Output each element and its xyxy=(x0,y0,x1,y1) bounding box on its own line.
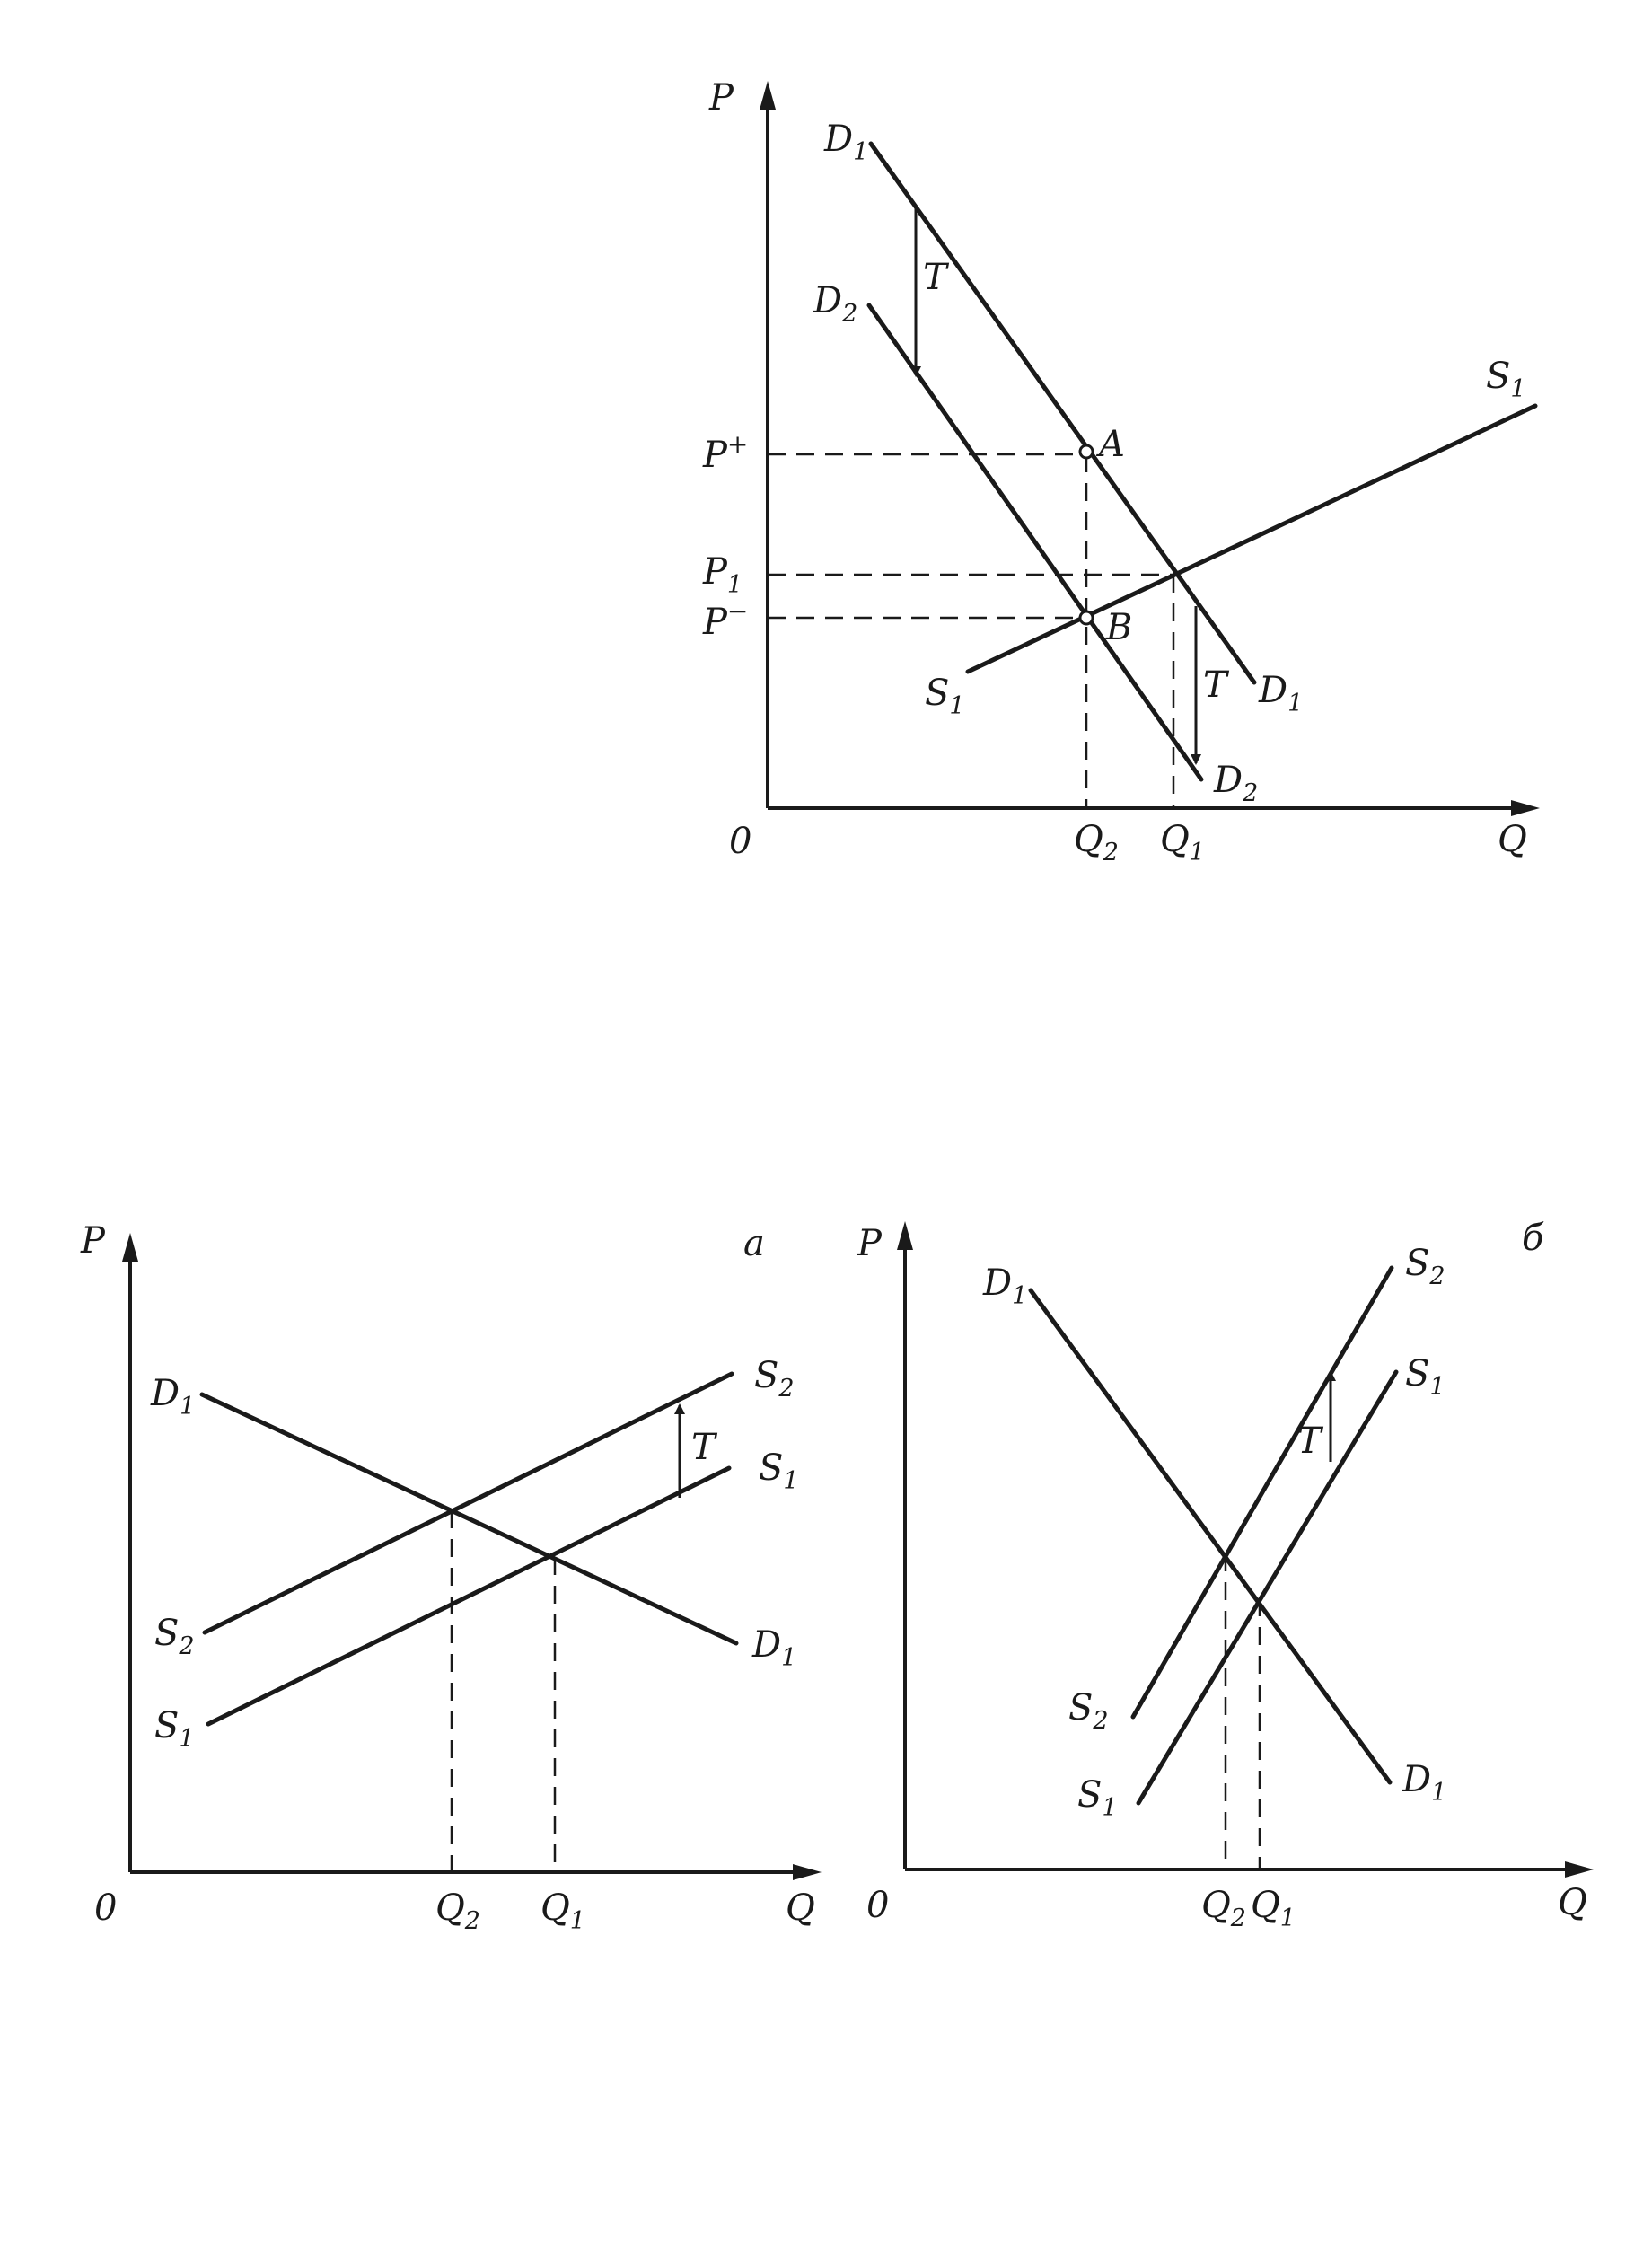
b-s2-upper-sub: 2 xyxy=(1429,1262,1446,1290)
b-supply-s2-line xyxy=(1133,1268,1392,1717)
top-price-p-minus-label xyxy=(702,596,748,643)
a-d1-upper-sub: 1 xyxy=(180,1393,196,1421)
a-x-axis-label: Q xyxy=(786,1887,815,1929)
top-y-axis-label: P xyxy=(709,77,734,119)
top-d2-lower-sub: 2 xyxy=(1243,779,1259,807)
top-q1-sub: 1 xyxy=(1189,839,1205,866)
top-s1-upper-sub: 1 xyxy=(1510,375,1526,403)
top-origin-label: 0 xyxy=(729,821,752,862)
a-d1-upper-label xyxy=(150,1373,195,1421)
a-q1-letter: Q xyxy=(540,1887,570,1929)
a-x-axis-arrow xyxy=(793,1864,822,1880)
top-d1-upper-label xyxy=(823,119,868,166)
top-tax-label-lower: T xyxy=(1203,664,1227,706)
b-d1-upper-sub: 1 xyxy=(1012,1282,1028,1310)
a-s1-upper-sub: 1 xyxy=(783,1467,799,1495)
b-s2-upper-label xyxy=(1405,1243,1446,1290)
top-s1-upper-label xyxy=(1486,356,1526,403)
b-q2-letter: Q xyxy=(1201,1885,1231,1926)
b-s2-lower-label xyxy=(1068,1687,1109,1735)
a-y-axis-label: P xyxy=(81,1220,105,1262)
b-y-axis-label: P xyxy=(857,1223,882,1264)
a-d1-upper-letter: D xyxy=(151,1373,180,1414)
b-s1-lower-sub: 1 xyxy=(1102,1794,1118,1822)
a-q2-label xyxy=(435,1887,480,1935)
top-price-p1-label xyxy=(702,551,743,599)
a-y-axis-arrow xyxy=(122,1233,138,1262)
b-tax-label: T xyxy=(1297,1421,1322,1462)
top-point-b-marker xyxy=(1080,611,1093,624)
top-p-minus-letter: P xyxy=(703,602,727,643)
b-s1-lower-letter: S xyxy=(1077,1774,1103,1816)
top-supply-s1-line xyxy=(968,406,1535,672)
top-d2-upper-label xyxy=(813,280,857,328)
b-x-axis-arrow xyxy=(1565,1861,1594,1878)
top-q1-label xyxy=(1160,819,1205,866)
a-s1-upper-label xyxy=(759,1447,799,1495)
top-d1-lower-label xyxy=(1258,670,1303,717)
top-d2-lower-label xyxy=(1213,760,1258,807)
top-price-p-plus-label xyxy=(702,429,748,476)
b-s2-lower-sub: 2 xyxy=(1093,1707,1109,1735)
a-s1-lower-label xyxy=(154,1705,195,1753)
a-s2-upper-sub: 2 xyxy=(778,1375,795,1403)
top-point-a-label: A xyxy=(1099,424,1125,465)
top-q1-letter: Q xyxy=(1160,819,1190,860)
top-d2-upper-letter: D xyxy=(813,280,843,321)
a-q2-letter: Q xyxy=(435,1887,465,1929)
a-s2-lower-sub: 2 xyxy=(179,1632,195,1660)
a-s2-lower-label xyxy=(154,1613,195,1660)
a-d1-lower-label xyxy=(751,1624,796,1672)
top-x-axis-label: Q xyxy=(1498,819,1527,860)
b-q2-sub: 2 xyxy=(1230,1905,1246,1932)
b-panel-tag: б xyxy=(1522,1218,1544,1259)
top-d2-upper-sub: 2 xyxy=(842,300,858,328)
top-d1-upper-letter: D xyxy=(824,119,854,160)
b-d1-upper-letter: D xyxy=(983,1262,1013,1304)
top-d2-lower-letter: D xyxy=(1214,760,1243,801)
top-p-plus-sign: + xyxy=(726,429,749,459)
a-s1-lower-sub: 1 xyxy=(179,1725,195,1753)
b-d1-upper-label xyxy=(982,1262,1027,1310)
a-q1-label xyxy=(540,1887,585,1935)
a-origin-label: 0 xyxy=(94,1887,118,1929)
b-s1-upper-label xyxy=(1405,1353,1446,1401)
b-s1-lower-label xyxy=(1077,1774,1118,1822)
top-demand-d1-line xyxy=(871,144,1254,682)
b-s2-upper-letter: S xyxy=(1405,1243,1430,1284)
top-d1-upper-sub: 1 xyxy=(853,138,869,166)
b-s1-upper-sub: 1 xyxy=(1429,1373,1446,1401)
a-tax-label: T xyxy=(691,1427,716,1468)
a-supply-s1-line xyxy=(208,1468,729,1724)
b-d1-lower-sub: 1 xyxy=(1431,1779,1447,1807)
b-d1-lower-label xyxy=(1402,1759,1446,1807)
a-demand-d1-line xyxy=(202,1394,736,1643)
a-s1-lower-letter: S xyxy=(154,1705,180,1746)
top-diagram xyxy=(702,77,1540,866)
top-tax-label-upper: T xyxy=(923,257,947,298)
panel-b-diagram xyxy=(857,1218,1594,1932)
top-y-axis-arrow xyxy=(760,81,776,110)
top-s1-lower-sub: 1 xyxy=(949,692,965,720)
b-y-axis-arrow xyxy=(897,1221,913,1250)
b-s2-lower-letter: S xyxy=(1068,1687,1094,1729)
b-s1-upper-letter: S xyxy=(1405,1353,1430,1394)
b-q1-letter: Q xyxy=(1251,1885,1280,1926)
a-s2-lower-letter: S xyxy=(154,1613,180,1654)
top-q2-label xyxy=(1074,819,1119,866)
top-s1-lower-label xyxy=(925,673,965,720)
top-s1-lower-letter: S xyxy=(925,673,950,714)
top-s1-upper-letter: S xyxy=(1486,356,1511,397)
a-panel-tag: а xyxy=(743,1223,765,1264)
a-supply-s2-line xyxy=(205,1374,732,1632)
a-s2-upper-letter: S xyxy=(754,1355,779,1396)
b-x-axis-label: Q xyxy=(1558,1882,1587,1923)
top-x-axis-arrow xyxy=(1511,800,1540,816)
top-point-a-marker xyxy=(1080,445,1093,458)
b-q1-sub: 1 xyxy=(1279,1905,1296,1932)
panel-a-diagram xyxy=(80,1220,822,1935)
a-s1-upper-letter: S xyxy=(759,1447,784,1489)
top-p1-letter: P xyxy=(703,551,727,593)
b-q1-label xyxy=(1251,1885,1296,1932)
a-d1-lower-letter: D xyxy=(752,1624,782,1666)
top-d1-lower-letter: D xyxy=(1259,670,1288,711)
top-d1-lower-sub: 1 xyxy=(1287,690,1304,717)
a-s2-upper-label xyxy=(754,1355,795,1403)
top-p-plus-letter: P xyxy=(703,435,727,476)
top-q2-letter: Q xyxy=(1074,819,1103,860)
b-q2-label xyxy=(1201,1885,1246,1932)
a-q2-sub: 2 xyxy=(464,1907,480,1935)
top-p-minus-sign: − xyxy=(726,596,749,626)
top-q2-sub: 2 xyxy=(1103,839,1119,866)
a-d1-lower-sub: 1 xyxy=(781,1644,797,1672)
top-point-b-label: B xyxy=(1106,607,1133,648)
b-origin-label: 0 xyxy=(866,1885,890,1926)
a-q1-sub: 1 xyxy=(569,1907,585,1935)
b-d1-lower-letter: D xyxy=(1402,1759,1432,1800)
top-p1-sub: 1 xyxy=(726,571,743,599)
